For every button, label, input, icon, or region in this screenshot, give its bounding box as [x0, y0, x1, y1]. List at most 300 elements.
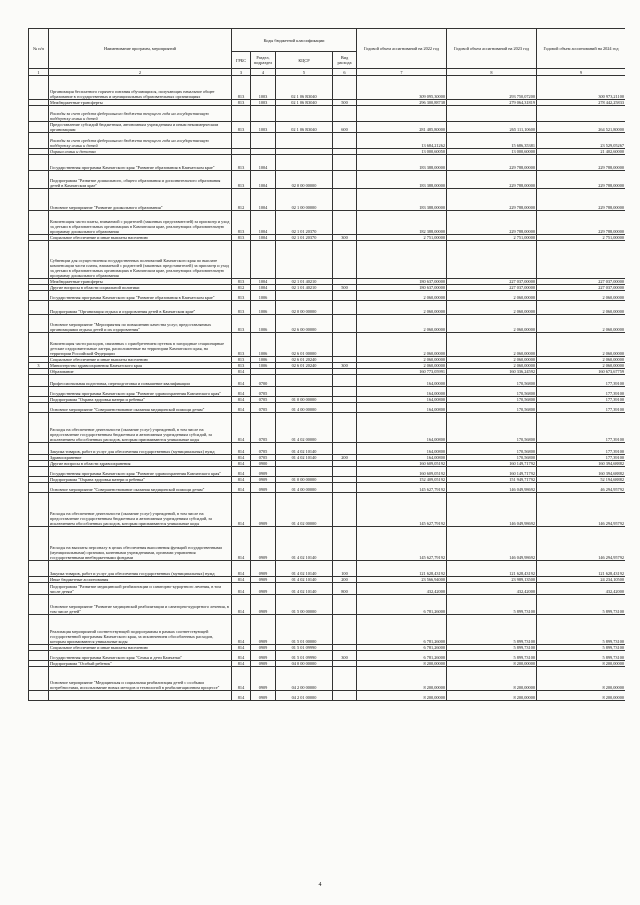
cell-2024: 432,42000	[537, 583, 626, 595]
cell-2023: 5 899,73100	[447, 645, 537, 651]
cell-2023: 2 060,00000	[447, 363, 537, 369]
cell-2022	[357, 106, 447, 122]
cell-2022: 164,00800	[357, 443, 447, 455]
cell-ksr: 02 6 01 00000	[276, 333, 333, 357]
cell-ksr: 01 0 00 00000	[276, 397, 333, 403]
cell-num	[29, 155, 49, 171]
cell-name: Предоставление субсидий бюджетным, автономным учреждениям и иным некоммерческим организациям	[49, 122, 232, 133]
cell-ksr: 01 4 00 00000	[276, 403, 333, 413]
table-row	[29, 171, 626, 189]
table-row	[29, 483, 626, 493]
cell-2022: 180 637,00000	[357, 285, 447, 291]
cell-2023: 15 686,35381	[447, 133, 537, 149]
cell-vr	[333, 375, 357, 387]
cell-ksr: 01 4 02 00000	[276, 413, 333, 443]
cell-2023: 432,42000	[447, 583, 537, 595]
cell-2024: 177,39100	[537, 403, 626, 413]
cell-vr: 300	[333, 651, 357, 661]
cell-ksr	[276, 241, 333, 279]
cell-num	[29, 691, 49, 701]
cell-ksr: 02 1 01 40210	[276, 279, 333, 285]
cell-vr	[333, 106, 357, 122]
cell-2024: 300 973,21100	[537, 76, 626, 100]
cell-ksr	[276, 291, 333, 301]
cell-name: Охрана семьи и детства	[49, 149, 232, 155]
cell-2023	[447, 106, 537, 122]
cell-2022: 2 060,00000	[357, 333, 447, 357]
cell-razdel	[251, 241, 276, 279]
cell-name: Расходы на обеспечение деятельности (оказание услуг) учреждений, в том числе на предоставление государственным бюджетным и автономным учреждениям субсидий, за исключением обособленных расходов, которым присваиваются уникальные коды	[49, 413, 232, 443]
cell-name: Расходы за счет средств федерального бюджета текущего года на государственную поддержку семьи и детей	[49, 133, 232, 149]
cell-2022: 309 095,30000	[357, 76, 447, 100]
cell-2022: 2 751,00000	[357, 235, 447, 241]
cell-name: Образование	[49, 369, 232, 375]
cell-grbs: 813	[232, 357, 251, 363]
cell-grbs	[232, 106, 251, 122]
cell-2022: 164,00000	[357, 387, 447, 397]
table-row	[29, 133, 626, 149]
cell-name: Государственная программа Камчатского края "Развитие образования в Камчатском крае"	[49, 291, 232, 301]
cell-grbs: 814	[232, 615, 251, 645]
cell-name: Межбюджетные трансферты	[49, 100, 232, 106]
cell-num	[29, 443, 49, 455]
cell-2022: 8 200,00000	[357, 661, 447, 667]
cell-2023	[447, 241, 537, 279]
cell-razdel: 0909	[251, 467, 276, 477]
cell-2022: 296 300,88738	[357, 100, 447, 106]
cell-2024: 21 402,60000	[537, 149, 626, 155]
column-index: 9	[537, 69, 626, 76]
cell-ksr: 01 4 02 00000	[276, 493, 333, 527]
cell-2022: 164,00000	[357, 375, 447, 387]
cell-name: Подпрограмма "Организация отдыха и оздоровления детей в Камчатском крае"	[49, 301, 232, 315]
cell-ksr: 01 4 00 00000	[276, 483, 333, 493]
cell-razdel: 0909	[251, 651, 276, 661]
cell-ksr: 02 1 01 20370	[276, 211, 333, 235]
cell-num	[29, 189, 49, 211]
cell-vr	[333, 413, 357, 443]
cell-grbs: 814	[232, 369, 251, 375]
cell-vr: 300	[333, 235, 357, 241]
cell-razdel: 0909	[251, 527, 276, 561]
cell-grbs: 813	[232, 171, 251, 189]
table-row	[29, 189, 626, 211]
cell-2022: 160 773,05991	[357, 369, 447, 375]
cell-razdel: 1004	[251, 155, 276, 171]
page-number: 4	[318, 882, 322, 888]
cell-grbs: 812	[232, 285, 251, 291]
cell-num	[29, 122, 49, 133]
cell-name: Расходы за счет средств федерального бюджета текущего года на государственную поддержку семьи и детей	[49, 106, 232, 122]
cell-vr	[333, 527, 357, 561]
cell-num	[29, 106, 49, 122]
cell-2023: 8 200,00000	[447, 667, 537, 691]
cell-grbs: 813	[232, 315, 251, 333]
cell-grbs: 814	[232, 443, 251, 455]
table-row	[29, 651, 626, 661]
cell-2022: 164,00800	[357, 455, 447, 461]
cell-2024: 278 442,25833	[537, 100, 626, 106]
cell-razdel: 0705	[251, 397, 276, 403]
header-ksr: КЦСР	[276, 52, 333, 69]
cell-2022: 145 627,79192	[357, 493, 447, 527]
column-index: 5	[276, 69, 333, 76]
cell-2024: 177,39100	[537, 387, 626, 397]
cell-razdel: 0700	[251, 375, 276, 387]
cell-grbs: 814	[232, 583, 251, 595]
cell-razdel: 0909	[251, 667, 276, 691]
cell-name: Реализация мероприятий соответствующей подпрограммы в рамках соответствующей государственной программы Камчатского края, за исключением обособленных расходов, которым присваиваются уникальные коды	[49, 615, 232, 645]
cell-razdel: 0909	[251, 561, 276, 577]
cell-2024: 2 060,00000	[537, 363, 626, 369]
cell-vr	[333, 595, 357, 615]
cell-name: Социальное обеспечение и иные выплаты населению	[49, 357, 232, 363]
table-row	[29, 583, 626, 595]
cell-vr: 200	[333, 577, 357, 583]
cell-grbs: 813	[232, 155, 251, 171]
cell-name: Профессиональная подготовка, переподготовка и повышение квалификации	[49, 375, 232, 387]
cell-razdel: 0909	[251, 615, 276, 645]
cell-2022: 145 627,79192	[357, 527, 447, 561]
cell-vr	[333, 467, 357, 477]
cell-razdel: 0705	[251, 387, 276, 397]
cell-2024: 2 060,00000	[537, 301, 626, 315]
cell-name: Социальное обеспечение и иные выплаты населению	[49, 235, 232, 241]
cell-razdel: 0900	[251, 461, 276, 467]
table-row	[29, 211, 626, 235]
cell-num	[29, 615, 49, 645]
cell-name: Основное мероприятие "Развитие дошкольного образования"	[49, 189, 232, 211]
cell-ksr: 02 1 00 00000	[276, 189, 333, 211]
cell-2024: 229 788,00000	[537, 171, 626, 189]
cell-grbs: 814	[232, 645, 251, 651]
cell-vr	[333, 76, 357, 100]
column-index: 3	[232, 69, 251, 76]
table-row	[29, 561, 626, 577]
cell-razdel: 1003	[251, 100, 276, 106]
cell-grbs: 814	[232, 661, 251, 667]
cell-ksr: 02 1 01 40210	[276, 285, 333, 291]
cell-vr: 300	[333, 363, 357, 369]
cell-num	[29, 133, 49, 149]
column-index-row	[29, 69, 626, 76]
cell-2023: 5 899,73100	[447, 615, 537, 645]
cell-num	[29, 595, 49, 615]
cell-name: Компенсация части платы, взимаемой с родителей (законных представителей) за присмотр и уход за детьми в образовательных организациях в Камчатском крае, реализующих образовательную программу дошкольного образования	[49, 211, 232, 235]
cell-2024: 2 060,00000	[537, 315, 626, 333]
cell-2024	[537, 106, 626, 122]
cell-name: Межбюджетные трансферты	[49, 279, 232, 285]
cell-ksr: 01 4 02 10140	[276, 527, 333, 561]
cell-2023: 2 060,00000	[447, 291, 537, 301]
cell-ksr	[276, 387, 333, 397]
cell-grbs: 813	[232, 100, 251, 106]
header-name: Наименование программ, мероприятий	[49, 29, 232, 69]
cell-num	[29, 375, 49, 387]
table-row	[29, 106, 626, 122]
cell-ksr: 02 1 01 20370	[276, 235, 333, 241]
cell-num	[29, 583, 49, 595]
cell-razdel: 0909	[251, 583, 276, 595]
cell-2022: 160 609,05192	[357, 467, 447, 477]
cell-2024	[537, 241, 626, 279]
cell-2022: 281 485,80000	[357, 122, 447, 133]
column-index: 6	[333, 69, 357, 76]
cell-num	[29, 651, 49, 661]
cell-2022: 164,00800	[357, 397, 447, 403]
cell-2024: 5 899,73100	[537, 595, 626, 615]
cell-grbs: 814	[232, 467, 251, 477]
cell-2023: 146 049,98692	[447, 527, 537, 561]
header-razdel: Раздел, подраздел	[251, 52, 276, 69]
cell-vr	[333, 493, 357, 527]
cell-2022: 183 388,00000	[357, 189, 447, 211]
cell-name: Другие вопросы в области здравоохранения	[49, 461, 232, 467]
cell-name: Социальное обеспечение и иные выплаты населению	[49, 645, 232, 651]
cell-name: Основное мероприятие "Медицинская и социальная реабилитация детей с особыми потребностями, использование новых методов и технологий в реабилитационном процессе"	[49, 667, 232, 691]
cell-2023: 160 149,71792	[447, 467, 537, 477]
cell-ksr	[276, 467, 333, 477]
cell-vr: 500	[333, 100, 357, 106]
cell-name: Подпрограмма "Развитие дошкольного, общего образования и дополнительного образования детей в Камчатском крае"	[49, 171, 232, 189]
cell-vr	[333, 133, 357, 149]
cell-vr	[333, 483, 357, 493]
cell-ksr: 04 2 00 00000	[276, 667, 333, 691]
cell-num	[29, 561, 49, 577]
cell-vr	[333, 171, 357, 189]
cell-ksr	[276, 133, 333, 149]
cell-2022: 6 781,26000	[357, 651, 447, 661]
cell-name: Государственная программа Камчатского края "Развитие образования в Камчатском крае"	[49, 155, 232, 171]
cell-2023: 2 060,00000	[447, 301, 537, 315]
cell-2024: 177,39100	[537, 443, 626, 455]
cell-name: Подпрограмма "Охрана здоровья матери и ребенка"	[49, 397, 232, 403]
cell-vr	[333, 443, 357, 455]
cell-2022: 164,00800	[357, 403, 447, 413]
cell-2024: 227 037,00000	[537, 285, 626, 291]
cell-razdel: 1004	[251, 235, 276, 241]
cell-2022: 13 684,21262	[357, 133, 447, 149]
cell-2024: 46 294,95792	[537, 483, 626, 493]
cell-razdel: 1006	[251, 333, 276, 357]
header-2023: Годовой объем ассигнований на 2023 год	[447, 29, 537, 69]
cell-vr: 800	[333, 583, 357, 595]
cell-grbs: 813	[232, 76, 251, 100]
cell-vr: 500	[333, 285, 357, 291]
cell-2024: 5 899,73100	[537, 651, 626, 661]
cell-2023: 13 000,60000	[447, 149, 537, 155]
cell-razdel: 0909	[251, 661, 276, 667]
cell-ksr: 04 2 01 00000	[276, 691, 333, 701]
table-row	[29, 691, 626, 701]
cell-name: Подпрограмма "Охрана здоровья матери и ребенка"	[49, 477, 232, 483]
cell-ksr: 01 5 01 09990	[276, 651, 333, 661]
column-index: 8	[447, 69, 537, 76]
cell-vr	[333, 667, 357, 691]
cell-razdel: 0705	[251, 455, 276, 461]
cell-ksr: 02 0 00 00000	[276, 301, 333, 315]
table-row	[29, 413, 626, 443]
cell-name: Подпрограмма "Развитие медицинской реабилитации и санаторно-курортного лечения, в том числе детям"	[49, 583, 232, 595]
cell-2023: 160 336,24592	[447, 369, 537, 375]
cell-razdel: 0705	[251, 403, 276, 413]
cell-2022: 2 060,00000	[357, 315, 447, 333]
cell-2024: 177,39100	[537, 397, 626, 403]
cell-name: Другие вопросы в области социальной политики	[49, 285, 232, 291]
cell-ksr: 01 4 02 10140	[276, 443, 333, 455]
cell-name: Подпрограмма "Особый ребенок"	[49, 661, 232, 667]
cell-2022: 2 060,00000	[357, 357, 447, 363]
cell-2024: 23 529,05267	[537, 133, 626, 149]
cell-2024: 24 234,10500	[537, 577, 626, 583]
cell-grbs: 814	[232, 461, 251, 467]
cell-2022: 8 200,00000	[357, 667, 447, 691]
cell-2024: 229 788,00000	[537, 155, 626, 171]
cell-2024: 229 788,00000	[537, 211, 626, 235]
cell-grbs: 814	[232, 527, 251, 561]
cell-grbs: 814	[232, 483, 251, 493]
table-row	[29, 333, 626, 357]
table-row	[29, 387, 626, 397]
cell-ksr: 02 1 06 R3040	[276, 100, 333, 106]
cell-2022: 8 200,00000	[357, 691, 447, 701]
cell-num	[29, 76, 49, 100]
cell-2022: 6 781,26000	[357, 595, 447, 615]
cell-2023: 5 899,73100	[447, 595, 537, 615]
cell-grbs: 813	[232, 333, 251, 357]
cell-2024: 177,39100	[537, 375, 626, 387]
cell-grbs: 814	[232, 397, 251, 403]
cell-name: Компенсация части расходов, связанных с приобретением путевок в загородные стационарные детские оздоровительные лагеря, расположенные на территории Камчатского края, на территории Российской Федерации	[49, 333, 232, 357]
cell-num	[29, 403, 49, 413]
cell-vr: 600	[333, 122, 357, 133]
cell-2022: 2 060,00000	[357, 291, 447, 301]
cell-2023: 229 788,00000	[447, 211, 537, 235]
table-row	[29, 667, 626, 691]
cell-razdel: 1003	[251, 122, 276, 133]
cell-name: Расходы на обеспечение деятельности (оказание услуг) учреждений, в том числе на предоставление государственным бюджетным и автономным учреждениям субсидий, за исключением обособленных расходов, которым присваиваются уникальные коды	[49, 493, 232, 527]
column-index: 1	[29, 69, 49, 76]
cell-ksr: 02 1 06 R3040	[276, 76, 333, 100]
cell-grbs: 814	[232, 387, 251, 397]
cell-razdel: 1004	[251, 211, 276, 235]
cell-num	[29, 493, 49, 527]
cell-2023: 229 788,00000	[447, 171, 537, 189]
cell-razdel	[251, 133, 276, 149]
cell-2023: 2 060,00000	[447, 357, 537, 363]
cell-2023: 227 037,00000	[447, 285, 537, 291]
cell-2023: 2 751,00000	[447, 235, 537, 241]
cell-ksr: 01 4 02 10140	[276, 583, 333, 595]
column-index: 4	[251, 69, 276, 76]
cell-num	[29, 291, 49, 301]
cell-2022	[357, 241, 447, 279]
header-num: № п/п	[29, 29, 49, 69]
cell-ksr: 02 6 01 20240	[276, 357, 333, 363]
cell-grbs: 813	[232, 301, 251, 315]
cell-ksr: 01 0 00 00000	[276, 477, 333, 483]
cell-ksr	[276, 155, 333, 171]
cell-razdel: 1004	[251, 189, 276, 211]
table-row	[29, 595, 626, 615]
cell-2023: 146 049,98692	[447, 483, 537, 493]
cell-name: Расходы на выплаты персоналу в целях обеспечения выполнения функций государственными (муниципальными) органами, казенными учреждениями, органами управления государственными внебюджетными фондами	[49, 527, 232, 561]
cell-vr	[333, 387, 357, 397]
header-grbs: ГРБС	[232, 52, 251, 69]
table-row	[29, 615, 626, 645]
cell-vr	[333, 301, 357, 315]
cell-2023: 170,56800	[447, 403, 537, 413]
cell-grbs: 814	[232, 413, 251, 443]
cell-2023: 23 989,13500	[447, 577, 537, 583]
cell-num	[29, 211, 49, 235]
cell-razdel: 1006	[251, 315, 276, 333]
budget-table-container	[28, 28, 625, 870]
cell-2022: 23 566,94000	[357, 577, 447, 583]
cell-num	[29, 527, 49, 561]
cell-2022: 2 060,00000	[357, 301, 447, 315]
cell-2023: 121 628,43192	[447, 561, 537, 577]
cell-razdel: 1004	[251, 171, 276, 189]
cell-razdel: 0705	[251, 413, 276, 443]
cell-grbs: 814	[232, 403, 251, 413]
cell-2022: 145 627,79192	[357, 483, 447, 493]
cell-name: Здравоохранение	[49, 455, 232, 461]
cell-vr	[333, 241, 357, 279]
cell-2022: 152 409,05192	[357, 477, 447, 483]
cell-num	[29, 483, 49, 493]
cell-2022: 182 388,00000	[357, 211, 447, 235]
cell-2023: 229 788,00000	[447, 189, 537, 211]
cell-vr	[333, 315, 357, 333]
cell-grbs	[232, 241, 251, 279]
table-row	[29, 122, 626, 133]
table-row	[29, 527, 626, 561]
cell-2023: 170,56800	[447, 397, 537, 403]
cell-grbs: 814	[232, 375, 251, 387]
cell-vr: 100	[333, 561, 357, 577]
cell-razdel: 1006	[251, 291, 276, 301]
cell-grbs: 814	[232, 667, 251, 691]
cell-ksr: 01 5 01 09990	[276, 645, 333, 651]
cell-grbs: 814	[232, 455, 251, 461]
cell-2022: 164,00800	[357, 413, 447, 443]
cell-razdel: 0909	[251, 577, 276, 583]
cell-2023: 8 200,00000	[447, 691, 537, 701]
header-vr: Вид расхода	[333, 52, 357, 69]
cell-grbs: 814	[232, 493, 251, 527]
cell-razdel: 1004	[251, 279, 276, 285]
cell-razdel: 0909	[251, 483, 276, 493]
cell-ksr: 01 4 02 10140	[276, 577, 333, 583]
cell-vr	[333, 615, 357, 645]
cell-ksr: 02 6 01 20240	[276, 363, 333, 369]
cell-ksr	[276, 375, 333, 387]
cell-2024: 160 394,68882	[537, 461, 626, 467]
cell-num: 3	[29, 363, 49, 369]
cell-grbs: 814	[232, 595, 251, 615]
cell-name: Организация бесплатного горячего питания обучающихся, получающих начальное общее образование в государственных и муниципальных образовательных организациях	[49, 76, 232, 100]
table-row	[29, 443, 626, 455]
cell-razdel: 0909	[251, 493, 276, 527]
cell-grbs: 813	[232, 235, 251, 241]
cell-2023: 170,56800	[447, 387, 537, 397]
cell-2024: 227 037,00000	[537, 279, 626, 285]
cell-razdel: 0909	[251, 477, 276, 483]
header-2022: Годовой объем ассигнований на 2022 год	[357, 29, 447, 69]
cell-2024: 177,39100	[537, 455, 626, 461]
cell-grbs: 813	[232, 279, 251, 285]
